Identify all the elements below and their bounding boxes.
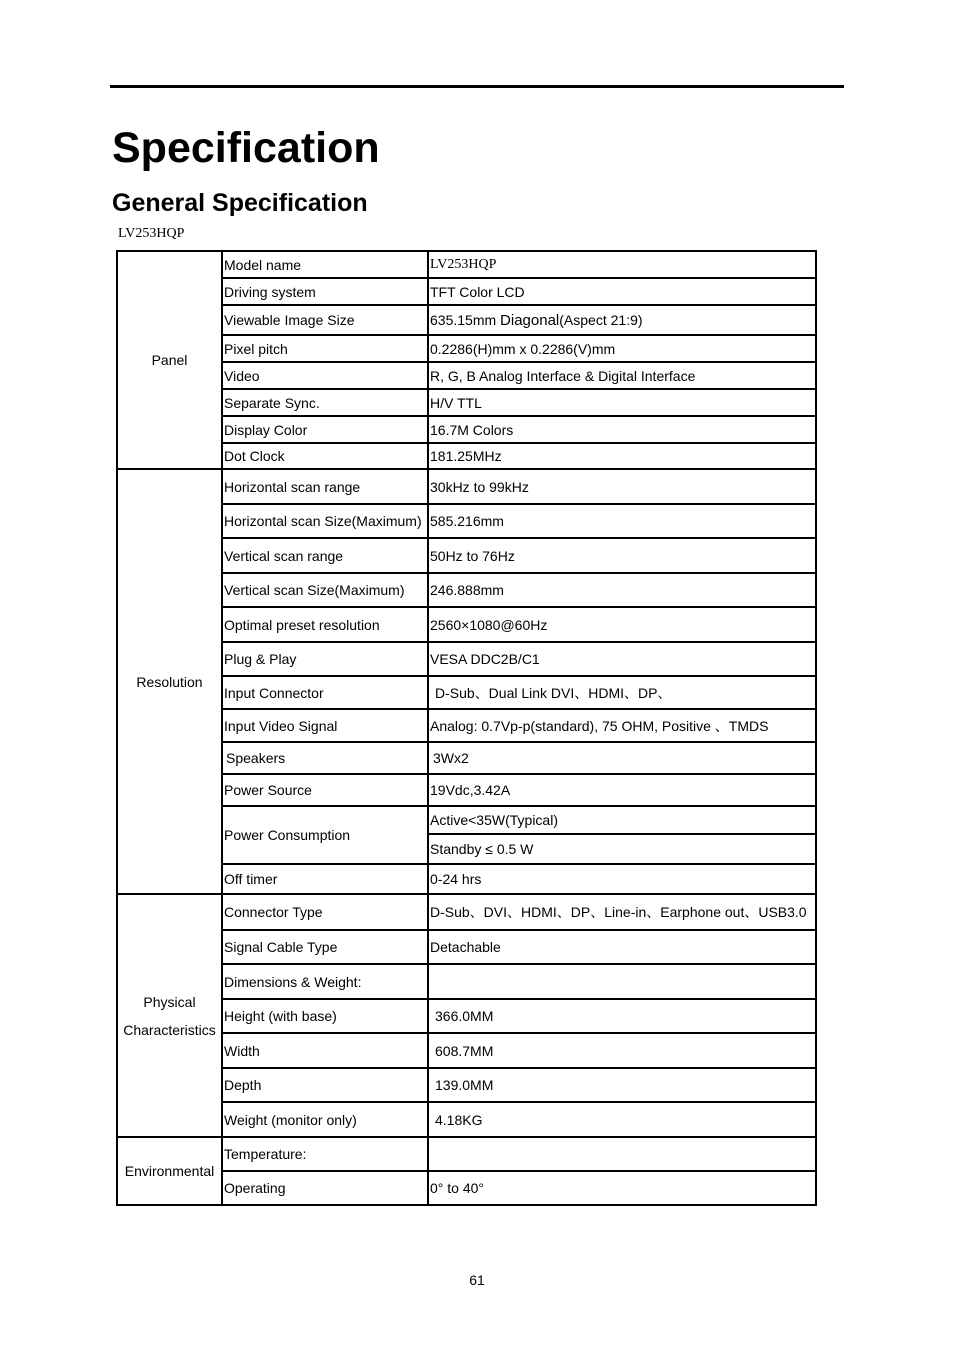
table-row xyxy=(117,1137,816,1171)
spec-label: Pixel pitch xyxy=(222,335,428,362)
spec-label: Dimensions & Weight: xyxy=(222,964,428,999)
spec-value: R, G, B Analog Interface & Digital Interface xyxy=(428,362,816,389)
spec-value xyxy=(428,1137,816,1171)
spec-value: 246.888mm xyxy=(428,573,816,607)
spec-value-part: 635.15mm xyxy=(430,311,501,328)
spec-label: Temperature: xyxy=(222,1137,428,1171)
spec-value: 139.0MM xyxy=(428,1068,816,1102)
spec-label: Input Video Signal xyxy=(222,709,428,742)
top-rule xyxy=(110,85,844,88)
table-row xyxy=(117,362,816,389)
group-resolution: Resolution xyxy=(117,469,222,894)
spec-value: 0° to 40° xyxy=(428,1171,816,1205)
spec-label: Separate Sync. xyxy=(222,389,428,416)
table-row xyxy=(117,894,816,930)
table-row xyxy=(117,806,816,834)
spec-value: 0.2286(H)mm x 0.2286(V)mm xyxy=(428,335,816,362)
table-row xyxy=(117,335,816,362)
table-row xyxy=(117,676,816,709)
table-row xyxy=(117,1102,816,1137)
spec-value: 585.216mm xyxy=(428,504,816,538)
section-title: General Specification xyxy=(112,189,368,217)
spec-label: Driving system xyxy=(222,278,428,305)
spec-label: Speakers xyxy=(222,742,428,774)
spec-value: D-Sub、DVI、HDMI、DP、Line-in、Earphone out、USB3.0 xyxy=(428,894,816,930)
spec-value: 19Vdc,3.42A xyxy=(428,774,816,806)
spec-value-part: Diagonal xyxy=(500,311,560,329)
spec-value xyxy=(428,305,816,335)
spec-label: Power Consumption xyxy=(222,806,428,864)
group-environmental: Environmental xyxy=(117,1137,222,1205)
spec-value: 0-24 hrs xyxy=(428,864,816,894)
spec-value: Analog: 0.7Vp-p(standard), 75 OHM, Positive 、TMDS xyxy=(428,709,816,742)
group-panel: Panel xyxy=(117,251,222,469)
spec-label: Vertical scan range xyxy=(222,538,428,573)
table-row xyxy=(117,278,816,305)
spec-value: 608.7MM xyxy=(428,1033,816,1068)
spec-label: Signal Cable Type xyxy=(222,930,428,964)
spec-label: Off timer xyxy=(222,864,428,894)
spec-value: 3Wx2 xyxy=(428,742,816,774)
table-row xyxy=(117,443,816,469)
table-row xyxy=(117,999,816,1033)
table-row xyxy=(117,469,816,504)
spec-label: Width xyxy=(222,1033,428,1068)
spec-value: H/V TTL xyxy=(428,389,816,416)
spec-label: Input Connector xyxy=(222,676,428,709)
spec-value: 181.25MHz xyxy=(428,443,816,469)
spec-value: D-Sub、Dual Link DVI、HDMI、DP、 xyxy=(428,676,816,709)
spec-value xyxy=(428,964,816,999)
spec-label: Weight (monitor only) xyxy=(222,1102,428,1137)
spec-table xyxy=(116,250,817,1206)
spec-value: 2560×1080@60Hz xyxy=(428,607,816,642)
table-row xyxy=(117,1171,816,1205)
table-row xyxy=(117,774,816,806)
spec-value: VESA DDC2B/C1 xyxy=(428,642,816,676)
spec-value: Active<35W(Typical) xyxy=(428,806,816,834)
group-physical: Physical Characteristics xyxy=(117,894,222,1137)
table-row xyxy=(117,709,816,742)
spec-label: Horizontal scan range xyxy=(222,469,428,504)
table-row xyxy=(117,389,816,416)
page-number: 61 xyxy=(469,1272,485,1288)
spec-label: Connector Type xyxy=(222,894,428,930)
spec-label: Display Color xyxy=(222,416,428,443)
spec-value: TFT Color LCD xyxy=(428,278,816,305)
spec-label: Video xyxy=(222,362,428,389)
model-label: LV253HQP xyxy=(118,226,185,241)
spec-label: Dot Clock xyxy=(222,443,428,469)
table-row xyxy=(117,416,816,443)
spec-value: 50Hz to 76Hz xyxy=(428,538,816,573)
page-title: Specification xyxy=(112,124,380,172)
table-row xyxy=(117,504,816,538)
spec-label: Optimal preset resolution xyxy=(222,607,428,642)
spec-value: 366.0MM xyxy=(428,999,816,1033)
table-row xyxy=(117,1068,816,1102)
spec-label: Plug & Play xyxy=(222,642,428,676)
table-row xyxy=(117,964,816,999)
spec-label: Depth xyxy=(222,1068,428,1102)
table-row xyxy=(117,1033,816,1068)
table-row xyxy=(117,305,816,335)
table-row xyxy=(117,538,816,573)
spec-value: LV253HQP xyxy=(428,251,816,278)
spec-value-part: (Aspect 21:9) xyxy=(559,311,643,328)
table-row xyxy=(117,930,816,964)
spec-label: Operating xyxy=(222,1171,428,1205)
table-row xyxy=(117,607,816,642)
table-row xyxy=(117,642,816,676)
spec-label: Height (with base) xyxy=(222,999,428,1033)
spec-label: Model name xyxy=(222,251,428,278)
spec-value: Standby ≤ 0.5 W xyxy=(428,834,816,864)
spec-value: 30kHz to 99kHz xyxy=(428,469,816,504)
table-row xyxy=(117,742,816,774)
spec-value: 16.7M Colors xyxy=(428,416,816,443)
spec-value: 4.18KG xyxy=(428,1102,816,1137)
spec-label: Power Source xyxy=(222,774,428,806)
table-row xyxy=(117,251,816,278)
spec-label: Vertical scan Size(Maximum) xyxy=(222,573,428,607)
spec-value: Detachable xyxy=(428,930,816,964)
table-row xyxy=(117,573,816,607)
spec-label: Viewable Image Size xyxy=(222,305,428,335)
spec-label: Horizontal scan Size(Maximum) xyxy=(222,504,428,538)
table-row xyxy=(117,864,816,894)
